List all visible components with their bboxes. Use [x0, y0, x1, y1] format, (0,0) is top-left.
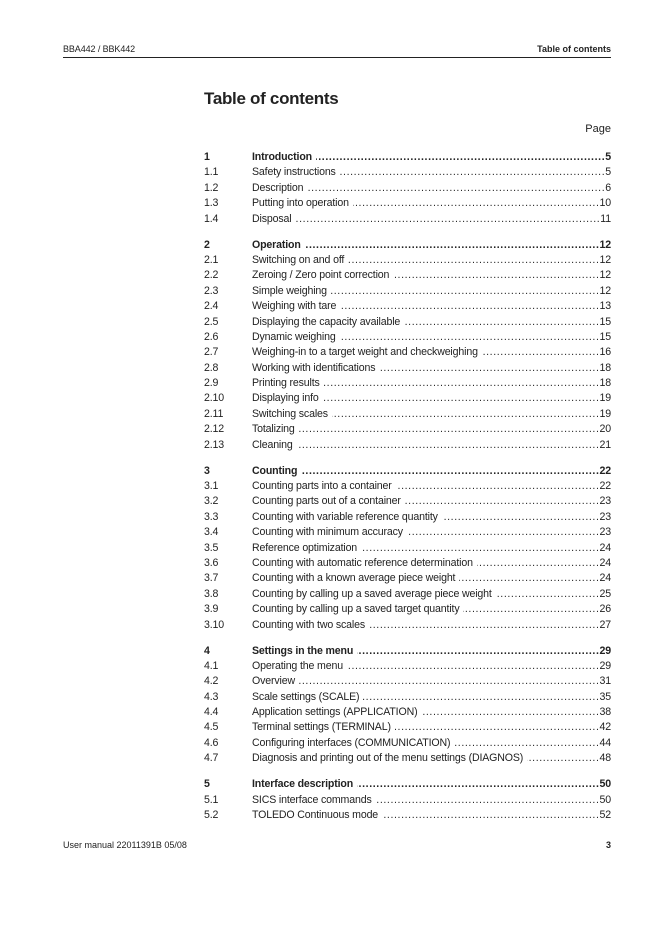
dot-leader — [482, 345, 600, 360]
toc-entry[interactable] — [204, 391, 611, 406]
entry-page: 19 — [599, 407, 611, 420]
dot-leader — [324, 376, 600, 391]
toc-chapter-entry[interactable] — [204, 777, 611, 792]
entry-page: 12 — [599, 253, 611, 266]
entry-title: Overview — [252, 675, 295, 688]
entry-title: Weighing with tare — [252, 300, 337, 313]
entry-number: 2 — [204, 238, 210, 251]
entry-page: 52 — [599, 809, 611, 821]
toc-chapter-entry[interactable] — [204, 238, 611, 253]
dot-leader — [307, 181, 605, 196]
entry-number: 3.7 — [204, 572, 219, 585]
toc-entry[interactable] — [204, 345, 611, 360]
toc-entry[interactable] — [204, 284, 611, 299]
toc-entry[interactable] — [204, 253, 611, 268]
footer-manual-id: User manual 22011391B 05/08 — [63, 840, 187, 850]
toc-entry[interactable] — [204, 212, 611, 227]
entry-page: 24 — [599, 541, 611, 554]
dot-leader — [357, 777, 599, 792]
header-section: Table of contents — [537, 44, 611, 54]
dot-leader — [299, 422, 600, 437]
entry-title: Diagnosis and printing out of the menu settings (DIAGNOS) — [252, 752, 524, 765]
dot-leader — [454, 736, 599, 751]
entry-page: 18 — [599, 377, 611, 390]
entry-number: 1.3 — [204, 197, 219, 210]
toc-section — [204, 777, 611, 823]
entry-page: 10 — [599, 197, 611, 210]
entry-page: 15 — [599, 315, 611, 328]
dot-leader — [463, 602, 599, 617]
toc-entry[interactable] — [204, 165, 611, 180]
entry-number: 4.4 — [204, 706, 219, 719]
toc-entry[interactable] — [204, 299, 611, 314]
entry-title: Displaying the capacity available — [252, 315, 401, 328]
dot-leader — [299, 674, 600, 689]
entry-page: 23 — [599, 495, 611, 508]
entry-title: Zeroing / Zero point correction — [252, 269, 390, 282]
entry-number: 1.2 — [204, 181, 219, 194]
entry-page: 22 — [599, 480, 611, 492]
entry-title: Configuring interfaces (COMMUNICATION) — [252, 736, 451, 749]
dot-leader — [295, 212, 600, 227]
dot-leader — [305, 238, 600, 253]
entry-number: 4.3 — [204, 690, 219, 703]
entry-title: Printing results — [252, 377, 320, 390]
toc-entry[interactable] — [204, 556, 611, 571]
table-of-contents — [204, 150, 611, 834]
entry-number: 3.3 — [204, 510, 219, 523]
entry-page: 22 — [599, 464, 611, 477]
entry-number: 4.1 — [204, 659, 219, 672]
entry-page: 50 — [599, 793, 611, 806]
entry-page: 44 — [599, 736, 611, 749]
toc-entry[interactable] — [204, 674, 611, 689]
entry-title: Counting with automatic reference determination — [252, 556, 473, 569]
entry-number: 4.2 — [204, 675, 219, 688]
dot-leader — [404, 315, 599, 330]
entry-title: Operating the menu — [252, 659, 343, 672]
entry-page: 11 — [600, 212, 611, 225]
entry-page: 16 — [599, 346, 611, 359]
entry-page: 23 — [599, 526, 611, 539]
dot-leader — [363, 690, 599, 705]
dot-leader — [477, 556, 600, 571]
entry-page: 27 — [599, 618, 611, 631]
dot-leader — [407, 525, 600, 540]
entry-title: Settings in the menu — [252, 644, 354, 657]
dot-leader — [527, 751, 599, 766]
entry-title: Application settings (APPLICATION) — [252, 706, 418, 719]
entry-number: 3.8 — [204, 587, 219, 600]
entry-number: 2.6 — [204, 330, 219, 343]
dot-leader — [421, 705, 599, 720]
entry-title: Introduction — [252, 151, 312, 163]
toc-entry[interactable] — [204, 690, 611, 705]
toc-entry[interactable] — [204, 659, 611, 674]
entry-title: Counting by calling up a saved average piece weight — [252, 587, 492, 600]
entry-page: 26 — [599, 603, 611, 616]
entry-page: 35 — [599, 690, 611, 703]
entry-number: 2.4 — [204, 300, 219, 313]
dot-leader — [369, 618, 600, 633]
dot-leader — [405, 494, 600, 509]
toc-section — [204, 238, 611, 453]
entry-title: Counting with variable reference quantity — [252, 510, 438, 523]
toc-entry[interactable] — [204, 793, 611, 808]
entry-page: 23 — [599, 510, 611, 523]
entry-title: Counting parts out of a container — [252, 495, 401, 508]
entry-page: 12 — [599, 269, 611, 282]
entry-title: Counting by calling up a saved target quantity — [252, 603, 460, 616]
entry-page: 24 — [599, 556, 611, 569]
entry-page: 5 — [605, 151, 611, 163]
entry-title: Working with identifications — [252, 361, 376, 374]
dot-leader — [297, 438, 600, 453]
dot-leader — [331, 284, 600, 299]
entry-number: 3.4 — [204, 526, 219, 539]
entry-number: 1.4 — [204, 212, 219, 225]
toc-entry[interactable] — [204, 571, 611, 586]
entry-page: 13 — [599, 300, 611, 313]
toc-chapter-entry[interactable] — [204, 150, 611, 165]
entry-page: 25 — [599, 587, 611, 600]
toc-entry[interactable] — [204, 361, 611, 376]
entry-title: Terminal settings (TERMINAL) — [252, 721, 391, 734]
entry-number: 3 — [204, 464, 210, 477]
entry-number: 3.6 — [204, 556, 219, 569]
dot-leader — [459, 571, 599, 586]
dot-leader — [353, 196, 600, 211]
toc-entry[interactable] — [204, 494, 611, 509]
entry-title: Scale settings (SCALE) — [252, 690, 360, 703]
entry-title: Counting with two scales — [252, 618, 365, 631]
toc-entry[interactable] — [204, 407, 611, 422]
entry-number: 5.2 — [204, 809, 219, 821]
entry-number: 3.1 — [204, 480, 219, 492]
entry-title: Interface description — [252, 778, 354, 791]
entry-number: 4.5 — [204, 721, 219, 734]
entry-page: 29 — [599, 644, 611, 657]
entry-number: 4.7 — [204, 752, 219, 765]
toc-entry[interactable] — [204, 602, 611, 617]
dot-leader — [496, 587, 600, 602]
entry-title: SICS interface commands — [252, 793, 372, 806]
entry-number: 2.13 — [204, 438, 225, 451]
page-number: 3 — [605, 840, 611, 850]
entry-page: 29 — [599, 659, 611, 672]
toc-entry[interactable] — [204, 376, 611, 391]
dot-leader — [442, 510, 600, 525]
toc-entry[interactable] — [204, 618, 611, 633]
entry-title: Counting with minimum accuracy — [252, 526, 403, 539]
entry-page: 6 — [605, 181, 611, 194]
entry-number: 2.3 — [204, 284, 219, 297]
dot-leader — [340, 330, 600, 345]
entry-title: Switching scales — [252, 407, 328, 420]
entry-page: 42 — [599, 721, 611, 734]
entry-page: 12 — [599, 284, 611, 297]
dot-leader — [379, 361, 599, 376]
toc-entry[interactable] — [204, 181, 611, 196]
entry-title: TOLEDO Continuous mode — [252, 809, 379, 821]
toc-entry[interactable] — [204, 525, 611, 540]
dot-leader — [347, 659, 600, 674]
toc-entry[interactable] — [204, 736, 611, 751]
entry-page: 18 — [599, 361, 611, 374]
toc-entry[interactable] — [204, 268, 611, 283]
toc-entry[interactable] — [204, 720, 611, 735]
entry-number: 2.7 — [204, 346, 219, 359]
entry-title: Reference optimization — [252, 541, 358, 554]
entry-number: 2.5 — [204, 315, 219, 328]
toc-entry[interactable] — [204, 438, 611, 453]
dot-leader — [323, 391, 600, 406]
toc-entry[interactable] — [204, 330, 611, 345]
dot-leader — [316, 150, 605, 165]
dot-leader — [348, 253, 599, 268]
toc-entry[interactable] — [204, 541, 611, 556]
entry-page: 21 — [599, 438, 611, 451]
toc-section — [204, 464, 611, 633]
entry-number: 3.9 — [204, 603, 219, 616]
dot-leader — [395, 720, 600, 735]
entry-page: 15 — [599, 330, 611, 343]
toc-entry[interactable] — [204, 808, 611, 823]
dot-leader — [357, 644, 599, 659]
entry-title: Displaying info — [252, 392, 319, 405]
toc-entry[interactable] — [204, 705, 611, 720]
entry-page: 19 — [599, 392, 611, 405]
toc-entry[interactable] — [204, 479, 611, 494]
entry-number: 5.1 — [204, 793, 219, 806]
entry-title: Weighing-in to a target weight and checkweighing — [252, 346, 478, 359]
entry-number: 2.2 — [204, 269, 219, 282]
entry-title: Cleaning — [252, 438, 293, 451]
entry-number: 3.10 — [204, 618, 225, 631]
entry-title: Counting parts into a container — [252, 480, 392, 492]
header-model: BBA442 / BBK442 — [63, 44, 136, 54]
entry-number: 2.8 — [204, 361, 219, 374]
entry-number: 3.5 — [204, 541, 219, 554]
dot-leader — [340, 165, 606, 180]
entry-number: 2.10 — [204, 392, 225, 405]
entry-title: Dynamic weighing — [252, 330, 336, 343]
entry-number: 4 — [204, 644, 210, 657]
entry-page: 50 — [599, 778, 611, 791]
dot-leader — [382, 808, 599, 823]
page-header — [63, 43, 611, 58]
dot-leader — [393, 268, 599, 283]
dot-leader — [301, 464, 599, 479]
toc-section — [204, 644, 611, 767]
entry-number: 3.2 — [204, 495, 219, 508]
entry-number: 1 — [204, 151, 210, 163]
toc-chapter-entry[interactable] — [204, 464, 611, 479]
entry-page: 48 — [599, 752, 611, 765]
entry-page: 24 — [599, 572, 611, 585]
entry-page: 31 — [599, 675, 611, 688]
dot-leader — [376, 793, 600, 808]
entry-number: 5 — [204, 778, 210, 791]
toc-chapter-entry[interactable] — [204, 644, 611, 659]
entry-title: Counting with a known average piece weight — [252, 572, 456, 585]
entry-page: 38 — [599, 706, 611, 719]
entry-title: Operation — [252, 238, 301, 251]
toc-entry[interactable] — [204, 751, 611, 766]
toc-entry[interactable] — [204, 422, 611, 437]
toc-entry[interactable] — [204, 587, 611, 602]
dot-leader — [340, 299, 599, 314]
entry-title: Totalizing — [252, 423, 295, 436]
dot-leader — [332, 407, 600, 422]
entry-title: Disposal — [252, 212, 292, 225]
entry-number: 2.9 — [204, 377, 219, 390]
entry-title: Description — [252, 181, 304, 194]
entry-number: 2.11 — [204, 407, 224, 420]
entry-number: 2.1 — [204, 253, 219, 266]
entry-number: 1.1 — [204, 166, 219, 179]
toc-section — [204, 150, 611, 227]
page-column-label: Page — [585, 123, 611, 135]
entry-title: Simple weighing — [252, 284, 327, 297]
dot-leader — [396, 479, 600, 494]
entry-page: 12 — [599, 238, 611, 251]
entry-page: 20 — [599, 423, 611, 436]
toc-entry[interactable] — [204, 315, 611, 330]
toc-entry[interactable] — [204, 196, 611, 211]
dot-leader — [361, 541, 599, 556]
entry-page: 5 — [605, 166, 611, 179]
entry-title: Switching on and off — [252, 253, 345, 266]
toc-entry[interactable] — [204, 510, 611, 525]
entry-title: Safety instructions — [252, 166, 336, 179]
entry-number: 4.6 — [204, 736, 219, 749]
entry-title: Counting — [252, 464, 298, 477]
page-title: Table of contents — [204, 89, 339, 108]
entry-number: 2.12 — [204, 423, 225, 436]
entry-title: Putting into operation — [252, 197, 349, 210]
